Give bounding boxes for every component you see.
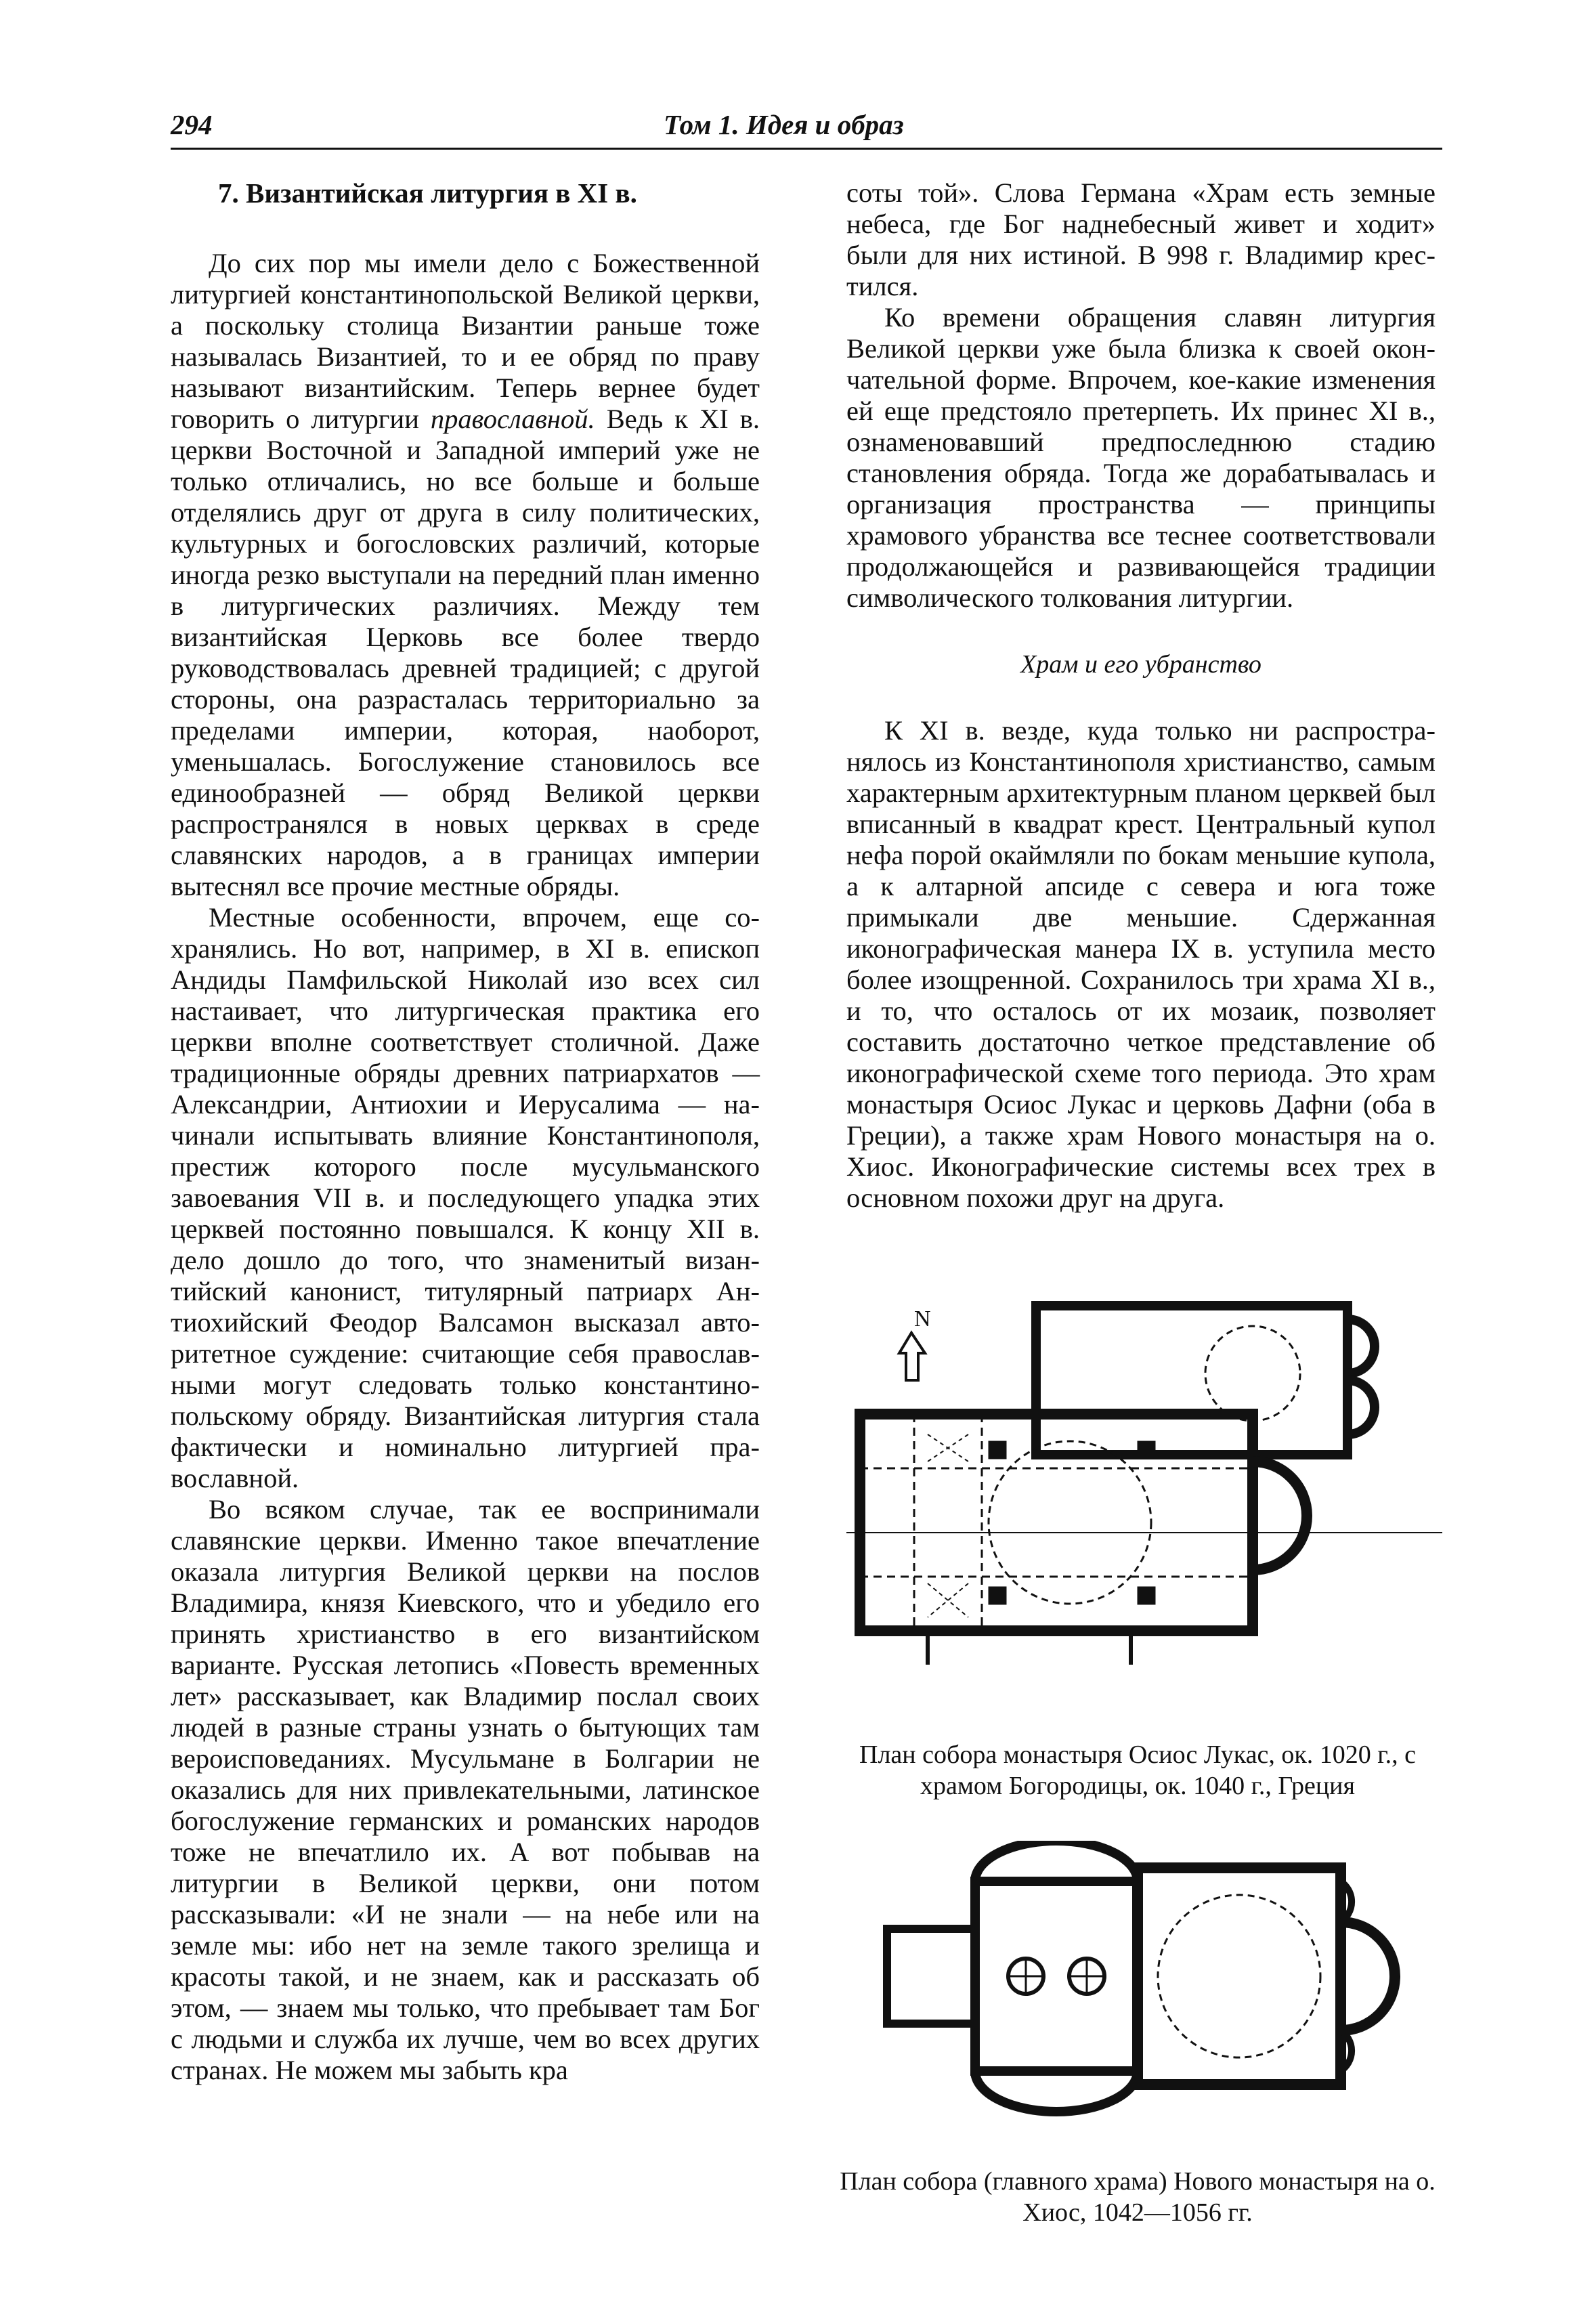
- pier: [1138, 1587, 1155, 1604]
- pier: [989, 1441, 1006, 1459]
- section-heading: 7. Византийская литургия в XI в.: [218, 177, 637, 209]
- north-label: N: [914, 1306, 931, 1331]
- running-title: Том 1. Идея и образ: [664, 109, 904, 140]
- page-number: 294: [171, 109, 213, 140]
- central-dome-outline: [989, 1441, 1151, 1604]
- paragraph-text: Ведь к XI в. церкви Восточной и Западной империй уже не только отличались, но все больше и больше отделялись друг от друга в силу политических, культурных и богословских различий, которые иногда резко выступали на передний план именно в литургических различиях. Между тем византийская Церковь все более твердо руководствовалась древней традицией; с другой стороны, она разрасталась территориально за пределами империи, которая, наоборот, уменьшалась. Богослужение становилось все единообразней — обряд Великой церкви распространялся в новых церквах в среде славянских народов, а в границах империи вытеснял все прочие местные обряды.: [171, 404, 760, 901]
- cross-vault: [928, 1434, 968, 1617]
- dome-outline: [1205, 1326, 1300, 1421]
- nea-moni-floor-plan: [874, 1841, 1415, 2139]
- paragraph-text: До сих пор мы имели дело с Божественной литургией константинопольской Великой церкви, а поскольку столица Византии раньше тоже называлась Византией, то и ее обряд по праву называют византийским. Теперь вернее будет говорить о литургии: [171, 248, 760, 434]
- italic-term: православной.: [430, 404, 595, 434]
- left-column: [171, 177, 760, 2086]
- hosios-loukas-floor-plan: [846, 1299, 1442, 1692]
- pier: [989, 1587, 1006, 1604]
- figure-caption: План собора (главного храма) Нового монастыря на о. Хиос, 1042—1056 гг.: [840, 2167, 1436, 2227]
- right-column: [846, 177, 1436, 1214]
- south-conch: [975, 2071, 1138, 2112]
- exonarthex-wall: [887, 1929, 975, 2024]
- theotokos-church-wall: [1036, 1306, 1347, 1455]
- north-arrow-icon: [899, 1333, 925, 1380]
- katholikon-wall: [860, 1414, 1253, 1631]
- main-apse: [1253, 1462, 1307, 1570]
- central-dome-outline: [1158, 1895, 1320, 2057]
- narthex-wall: [975, 1881, 1138, 2071]
- paragraph: соты той». Слова Германа «Храм есть земные небеса, где Бог наднебесный живет и ходит» были для них истиной. В 998 г. Владимир крестился.: [846, 177, 1436, 301]
- vault-lines: [860, 1414, 1253, 1631]
- header-rule: [171, 148, 1442, 150]
- north-conch: [975, 1841, 1138, 1881]
- main-apse: [1341, 1922, 1395, 2030]
- naos-wall: [1138, 1868, 1341, 2085]
- pier: [1138, 1441, 1155, 1459]
- subheading: Храм и его убранство: [1020, 650, 1261, 679]
- paragraph: [171, 248, 760, 902]
- paragraph: Местные особенности, впрочем, еще сохранялись. Но вот, например, в XI в. епископ Андиды Памфильской Николай изо всех сил настаивает, что литургическая практика его церкви вполне соответствует столичной. Даже традиционные обряды древних патриархатов — Александрии, Антиохии и Иерусалима — начинали испытывать влияние Константинополя, престиж которого после мусульманского завоевания VII в. и последующего упадка этих церквей постоянно повышался. К концу XII в. дело дошло до того, что знаменитый византийский канонист, титулярный патриарх Антиохийский Феодор Валсамон высказал авторитетное суждение: считающие себя православными могут следовать только константинопольскому обряду. Византийская литургия стала фактически и номинально литургией православной.: [171, 902, 760, 1493]
- paragraph: Во всяком случае, так ее воспринимали славянские церкви. Именно такое впечатление оказала литургия Великой церкви на послов Владимира, князя Киевского, что и убедило его принять христианство в его византийском варианте. Русская летопись «Повесть временных лет» рассказывает, как Владимир послал своих людей в разные страны узнать о бытующих там вероисповеданиях. Мусульмане в Болгарии не оказались для них привлекательными, латинское богослужение германских и романских народов тоже не впечатлило их. А вот побывав на литургии в Великой церкви, они потом рассказывали: «И не знали — на небе или на земле мы: ибо нет на земле такого зрелища и красоты такой, и не знаем, как и рассказать об этом, — знаем мы только, что пребывает там Бог с людьми и служба их лучше, чем во всех других странах. Не можем мы забыть кра: [171, 1494, 760, 2085]
- rosette-detail: [1008, 1959, 1104, 1994]
- paragraph: К XI в. везде, куда только ни распространялось из Константинополя христианство, самым характерным архитектурным планом церквей был вписанный в квадрат крест. Центральный купол нефа порой окаймляли по бокам меньшие купола, а к алтарной апсиде с севера и юга тоже примыкали две меньшие. Сдержанная иконографическая манера IX в. уступила место более изощренной. Сохранилось три храма XI в., и то, что осталось от их мозаик, позволяет составить достаточно четкое представление об иконографической схеме того периода. Это храм монастыря Осиос Лукас и церковь Дафни (оба в Греции), а также храм Нового монастыря на о. Хиос. Иконографические системы всех трех в основном похожи друг на друга.: [846, 715, 1436, 1213]
- paragraph: Ко времени обращения славян литургия Великой церкви уже была близка к своей окончательной форме. Впрочем, кое-какие изменения ей еще предстояло претерпеть. Их принес XI в., ознаменовавший предпоследнюю стадию становления обряда. Тогда же дорабатывалась и организация пространства — принципы храмового убранства все теснее соответствовали продолжающейся и развивающейся традиции символического толкования литургии.: [846, 302, 1436, 613]
- figure-caption: План собора монастыря Осиос Лукас, ок. 1020 г., с храмом Богородицы, ок. 1040 г., Греция: [859, 1741, 1416, 1800]
